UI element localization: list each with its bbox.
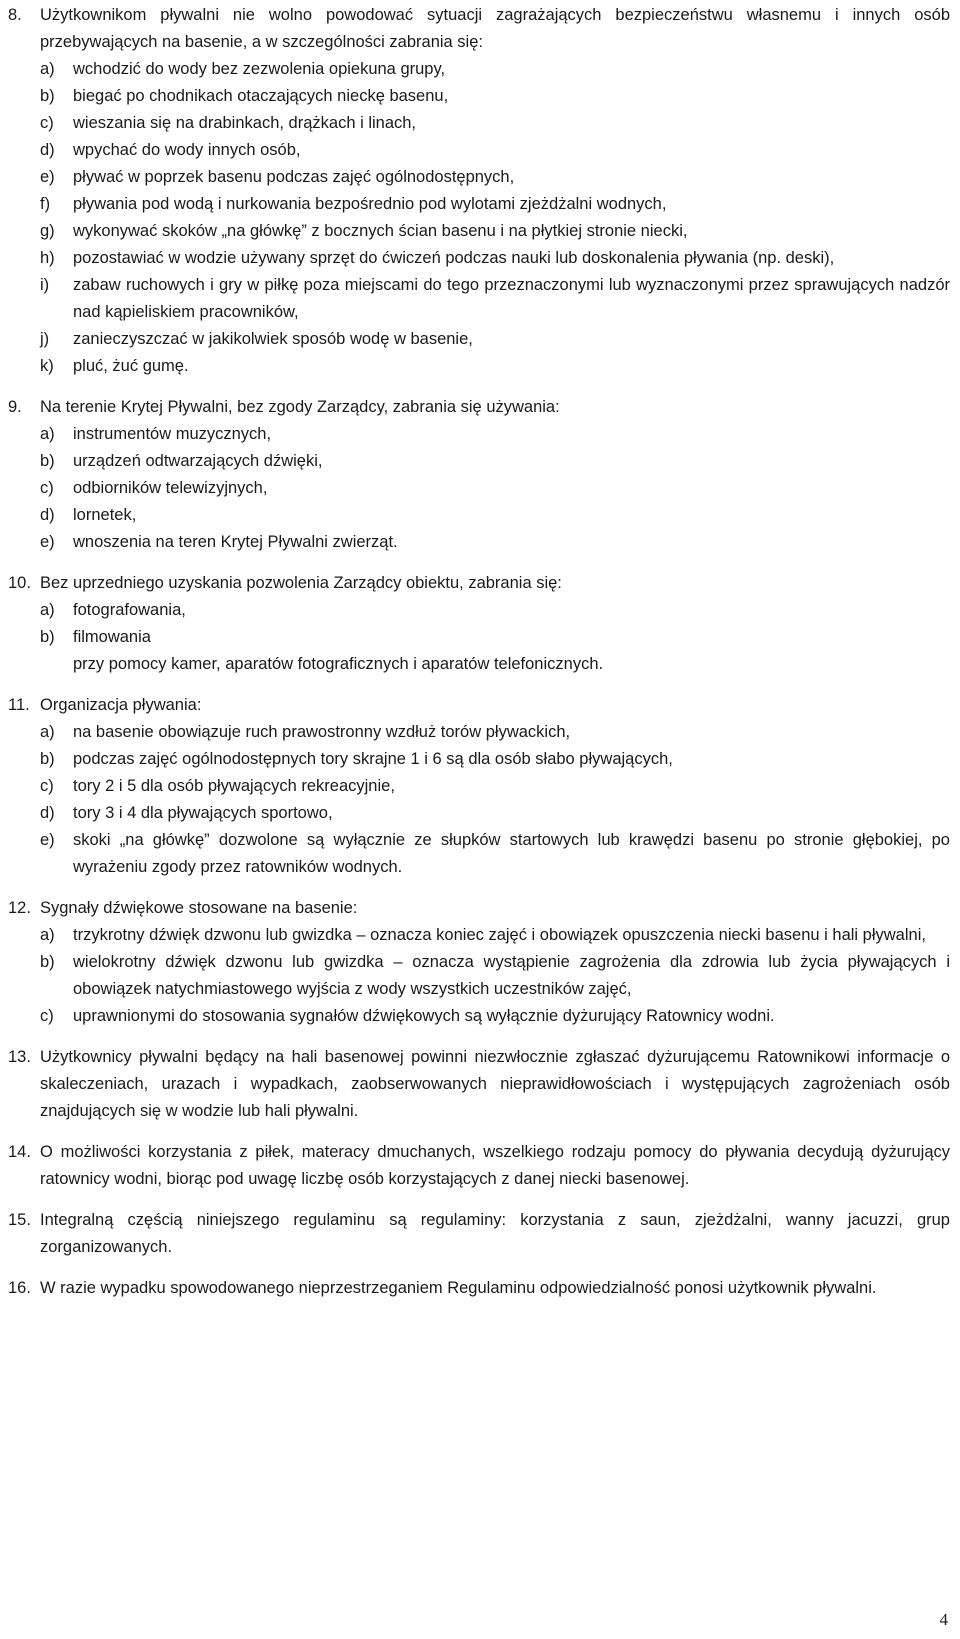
section-text: Bez uprzedniego uzyskania pozwolenia Zarządcy obiektu, zabrania się: (40, 574, 562, 592)
item-letter: g) (40, 222, 55, 240)
section-text: Integralną częścią niniejszego regulaminu są regulaminy: korzystania z saun, zjeżdżalni, wanny jacuzzi, grup zorganizowanych. (40, 1211, 950, 1256)
section-9 (8, 394, 950, 556)
document-body (8, 2, 950, 1302)
section-15 (8, 1207, 950, 1261)
item-text: na basenie obowiązuje ruch prawostronny wzdłuż torów pływackich, (73, 723, 571, 741)
item-text: lornetek, (73, 506, 137, 524)
item-text: wieszania się na drabinkach, drążkach i linach, (73, 114, 417, 132)
section-text: Użytkownikom pływalni nie wolno powodować sytuacji zagrażających bezpieczeństwu własnemu i innych osób przebywających na basenie, a w szczególności zabrania się: (40, 6, 950, 51)
list-item (40, 1003, 950, 1030)
item-letter: k) (40, 357, 54, 375)
list-item (40, 773, 950, 800)
item-text: urządzeń odtwarzających dźwięki, (73, 452, 323, 470)
list-item (40, 800, 950, 827)
item-text: pluć, żuć gumę. (73, 357, 189, 375)
item-text: biegać po chodnikach otaczających nieckę basenu, (73, 87, 449, 105)
section-13 (8, 1044, 950, 1125)
item-letter: f) (40, 195, 51, 213)
list-item (40, 272, 950, 326)
list-item (40, 326, 950, 353)
item-text: pozostawiać w wodzie używany sprzęt do ćwiczeń podczas nauki lub doskonalenia pływania (np. deski), (73, 249, 835, 267)
item-letter: d) (40, 506, 55, 524)
section-body (40, 2, 950, 380)
item-letter: j) (40, 330, 50, 348)
item-text: zabaw ruchowych i gry w piłkę poza miejscami do tego przeznaczonymi lub wyznaczonymi przez sprawujących nadzór nad kąpieliskiem pracowników, (73, 276, 950, 321)
list-item (40, 353, 950, 380)
item-letter: i) (40, 276, 50, 294)
item-letter: b) (40, 953, 55, 971)
item-text: tory 2 i 5 dla osób pływających rekreacyjnie, (73, 777, 395, 795)
item-letter: e) (40, 168, 55, 186)
section-text: Na terenie Krytej Pływalni, bez zgody Zarządcy, zabrania się używania: (40, 398, 560, 416)
section-body (40, 1044, 950, 1125)
item-letter: a) (40, 723, 55, 741)
section-body (40, 394, 950, 556)
item-letter: b) (40, 628, 55, 646)
item-text: filmowania (73, 628, 151, 646)
section-number: 15. (8, 1211, 31, 1229)
item-text: skoki „na główkę” dozwolone są wyłącznie ze słupków startowych lub krawędzi basenu po stronie głębokiej, po wyrażeniu zgody przez ratowników wodnych. (73, 831, 950, 876)
item-letter: c) (40, 1007, 54, 1025)
section-text: O możliwości korzystania z piłek, materacy dmuchanych, wszelkiego rodzaju pomocy do pływania decydują dyżurujący ratownicy wodni, biorąc pod uwagę liczbę osób korzystających z danej niecki basenowej. (40, 1143, 950, 1188)
section-note: przy pomocy kamer, aparatów fotograficznych i aparatów telefonicznych. (73, 655, 604, 673)
list-item (40, 597, 950, 624)
list-item (40, 164, 950, 191)
section-body (40, 1139, 950, 1193)
item-text: podczas zajęć ogólnodostępnych tory skrajne 1 i 6 są dla osób słabo pływających, (73, 750, 673, 768)
item-letter: d) (40, 804, 55, 822)
list-item (40, 827, 950, 881)
section-10 (8, 570, 950, 678)
list-item (40, 110, 950, 137)
section-number: 9. (8, 398, 22, 416)
section-body (40, 1207, 950, 1261)
item-letter: e) (40, 831, 55, 849)
section-8 (8, 2, 950, 380)
section-16 (8, 1275, 950, 1302)
section-number: 13. (8, 1048, 31, 1066)
section-number: 12. (8, 899, 31, 917)
item-letter: a) (40, 425, 55, 443)
item-text: odbiorników telewizyjnych, (73, 479, 268, 497)
item-text: wchodzić do wody bez zezwolenia opiekuna grupy, (73, 60, 446, 78)
section-number: 10. (8, 574, 31, 592)
item-text: wpychać do wody innych osób, (73, 141, 301, 159)
item-letter: c) (40, 777, 54, 795)
list-item (40, 83, 950, 110)
list-item (40, 922, 950, 949)
section-body (40, 570, 950, 678)
item-letter: e) (40, 533, 55, 551)
item-text: tory 3 i 4 dla pływających sportowo, (73, 804, 333, 822)
item-text: instrumentów muzycznych, (73, 425, 272, 443)
item-letter: d) (40, 141, 55, 159)
list-item (40, 475, 950, 502)
item-text: uprawnionymi do stosowania sygnałów dźwiękowych są wyłącznie dyżurujący Ratownicy wodni. (73, 1007, 775, 1025)
item-text: wnoszenia na teren Krytej Pływalni zwierząt. (73, 533, 398, 551)
section-body (40, 692, 950, 881)
section-text: Sygnały dźwiękowe stosowane na basenie: (40, 899, 358, 917)
item-text: wykonywać skoków „na główkę” z bocznych ścian basenu i na płytkiej stronie niecki, (73, 222, 688, 240)
list-item (40, 746, 950, 773)
item-letter: b) (40, 750, 55, 768)
item-letter: c) (40, 479, 54, 497)
list-item (40, 218, 950, 245)
item-letter: b) (40, 87, 55, 105)
section-11 (8, 692, 950, 881)
item-letter: c) (40, 114, 54, 132)
list-item (40, 137, 950, 164)
item-text: fotografowania, (73, 601, 186, 619)
item-text: zanieczyszczać w jakikolwiek sposób wodę w basenie, (73, 330, 473, 348)
list-item (40, 421, 950, 448)
list-item (40, 624, 950, 651)
item-letter: a) (40, 926, 55, 944)
section-number: 11. (8, 696, 30, 714)
item-letter: a) (40, 60, 55, 78)
section-text: Organizacja pływania: (40, 696, 202, 714)
item-letter: b) (40, 452, 55, 470)
item-text: pływać w poprzek basenu podczas zajęć ogólnodostępnych, (73, 168, 515, 186)
section-14 (8, 1139, 950, 1193)
list-item (40, 448, 950, 475)
item-letter: h) (40, 249, 55, 267)
list-item (40, 529, 950, 556)
list-item (40, 949, 950, 1003)
section-12 (8, 895, 950, 1030)
list-item (40, 245, 950, 272)
list-item (40, 719, 950, 746)
item-letter: a) (40, 601, 55, 619)
section-number: 8. (8, 6, 22, 24)
section-body (40, 895, 950, 1030)
section-text: W razie wypadku spowodowanego nieprzestrzeganiem Regulaminu odpowiedzialność ponosi użytkownik pływalni. (40, 1279, 877, 1297)
item-text: trzykrotny dźwięk dzwonu lub gwizdka – oznacza koniec zajęć i obowiązek opuszczenia niecki basenu i hali pływalni, (73, 926, 926, 944)
list-item (40, 56, 950, 83)
item-text: pływania pod wodą i nurkowania bezpośrednio pod wylotami zjeżdżalni wodnych, (73, 195, 667, 213)
section-number: 14. (8, 1143, 31, 1161)
section-number: 16. (8, 1279, 31, 1297)
section-body (40, 1275, 950, 1302)
page-number: 4 (939, 1610, 948, 1629)
item-text: wielokrotny dźwięk dzwonu lub gwizdka – oznacza wystąpienie zagrożenia dla zdrowia lub życia pływających i obowiązek natychmiastowego wyjścia z wody wszystkich uczestników zajęć, (73, 953, 950, 998)
section-text: Użytkownicy pływalni będący na hali basenowej powinni niezwłocznie zgłaszać dyżurującemu Ratownikowi informacje o skaleczeniach, urazach i wypadkach, zaobserwowanych nieprawidłowościach i występujących zagrożeniach osób znajdujących się w wodzie lub hali pływalni. (40, 1048, 950, 1120)
list-item (40, 502, 950, 529)
list-item (40, 191, 950, 218)
